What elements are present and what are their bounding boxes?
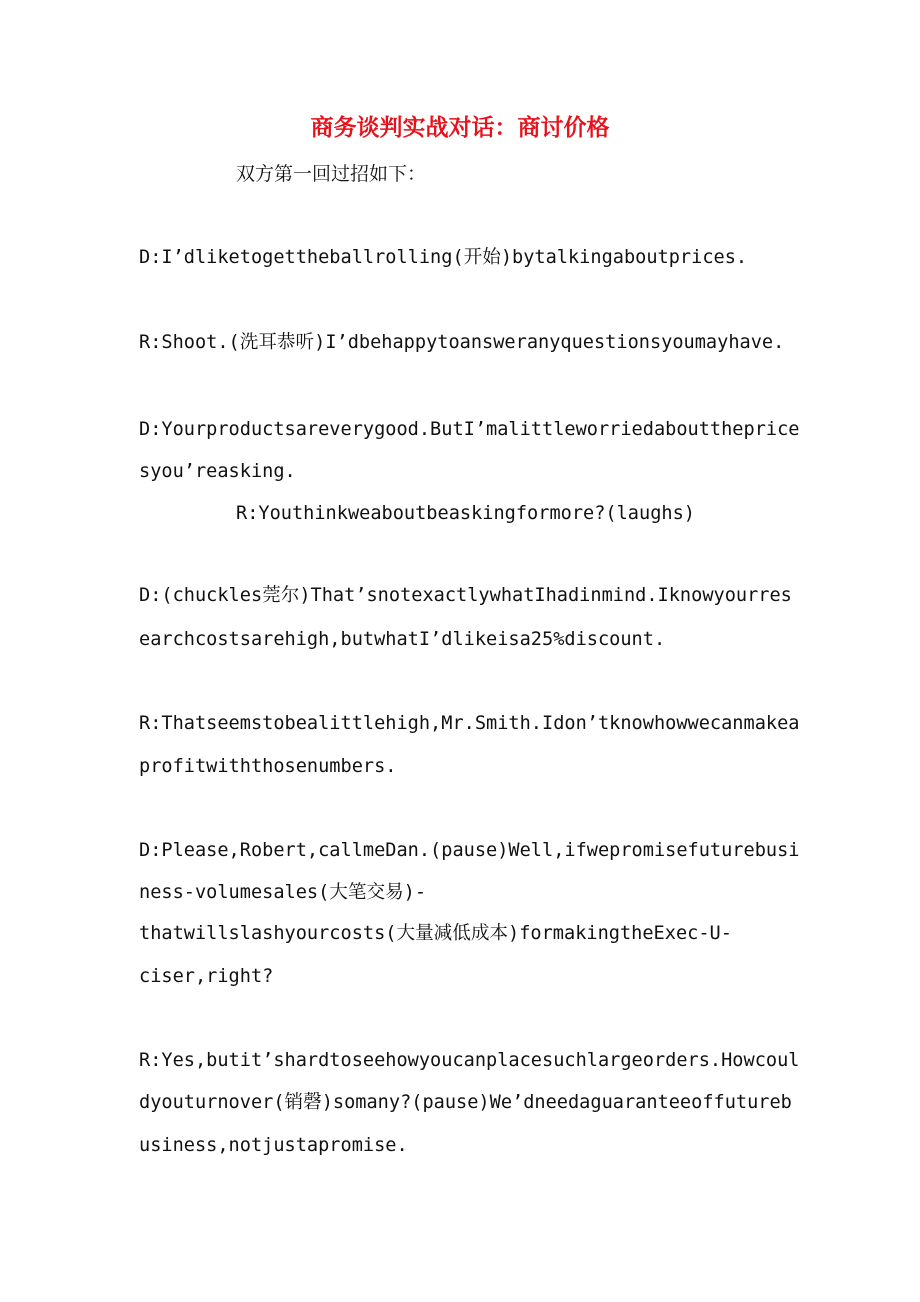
dialogue-line: dyouturnover(销磬)somany?(pause)We’dneedaguaranteeoffutureb	[139, 1092, 792, 1113]
dialogue-line: D:Please,Robert,callmeDan.(pause)Well,ifwepromisefuturebusi	[139, 840, 800, 861]
dialogue-line: earchcostsarehigh,butwhatI’dlikeisa25%discount.	[139, 629, 666, 650]
dialogue-line: syou’reasking.	[139, 461, 296, 482]
document-title: 商务谈判实战对话：商讨价格	[310, 114, 610, 141]
dialogue-line: R:Thatseemstobealittlehigh,Mr.Smith.Idon’tknowhowwecanmakea	[139, 713, 800, 734]
dialogue-line: D:I’dliketogettheballrolling(开始)bytalkingaboutprices.	[139, 247, 748, 268]
dialogue-line: D:Yourproductsareverygood.ButI’malittleworriedabouttheprice	[139, 419, 800, 440]
dialogue-line: D:(chuckles莞尔)That’snotexactlywhatIhadinmind.Iknowyourres	[139, 585, 792, 606]
dialogue-line: ciser,right?	[139, 966, 274, 987]
dialogue-line: thatwillslashyourcosts(大量减低成本)formakingtheExec-U-	[139, 923, 732, 944]
intro-line: 双方第一回过招如下：	[236, 163, 427, 185]
dialogue-line: profitwiththosenumbers.	[139, 756, 397, 777]
dialogue-line: R:Youthinkweaboutbeaskingformore?(laughs)	[236, 503, 695, 524]
dialogue-line: R:Shoot.(洗耳恭听)I’dbehappytoansweranyquestionsyoumayhave.	[139, 332, 785, 353]
dialogue-line: R:Yes,butit’shardtoseehowyoucanplacesuchlargeorders.Howcoul	[139, 1050, 800, 1071]
dialogue-line: ness-volumesales(大笔交易)-	[139, 882, 427, 903]
dialogue-line: usiness,notjustapromise.	[139, 1135, 408, 1156]
